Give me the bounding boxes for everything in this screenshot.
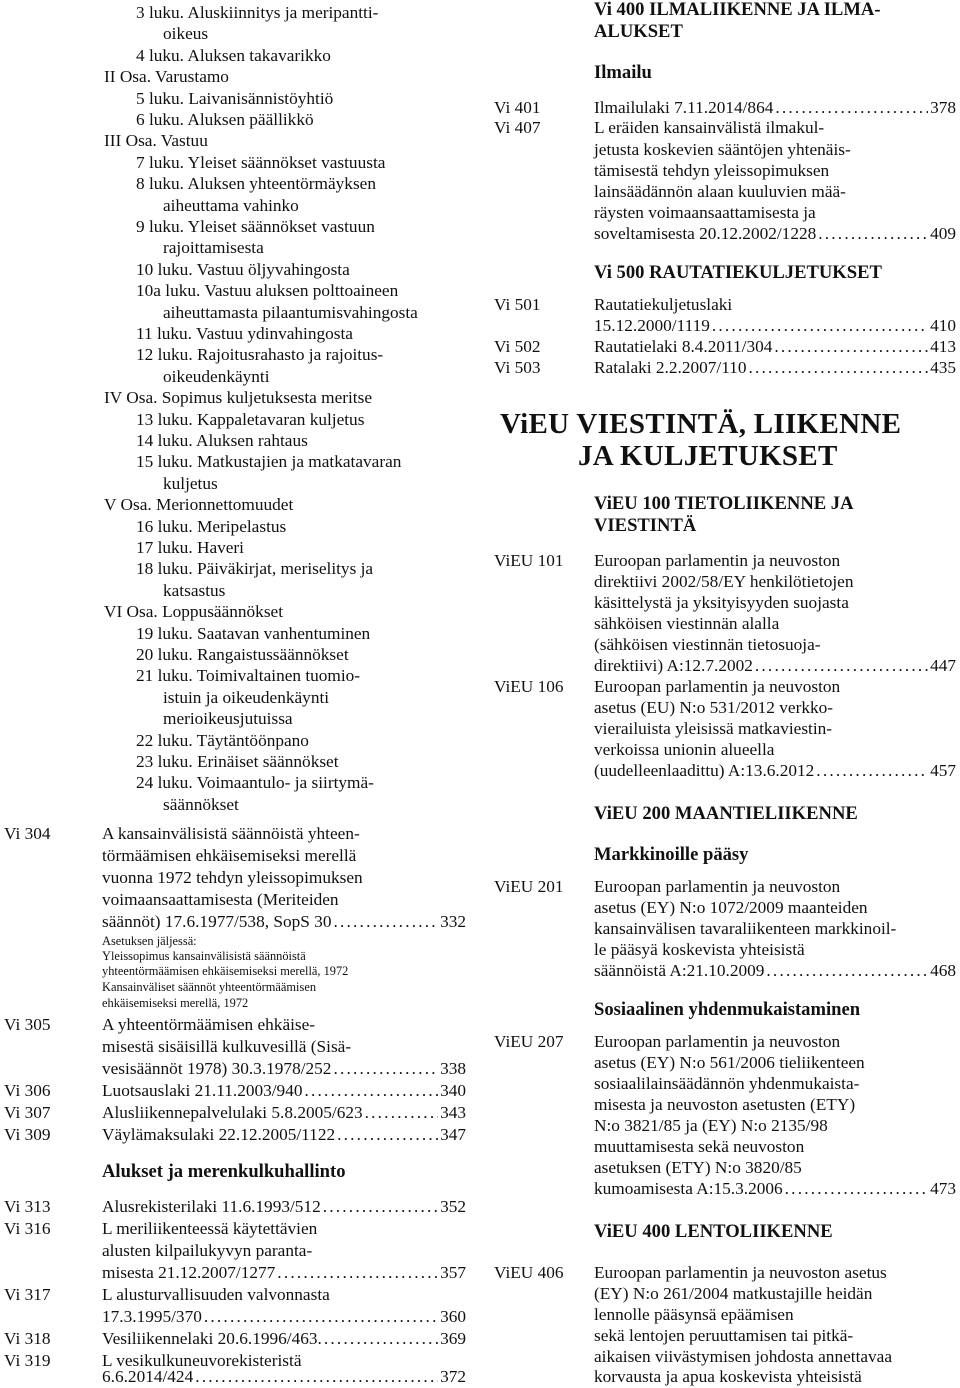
entry-code: Vi 317 — [4, 1285, 51, 1304]
entry-code: Vi 304 — [4, 824, 51, 843]
entry-code: Vi 503 — [494, 358, 541, 377]
entry-page-ref: Luotsauslaki 21.11.2003/940 ..... 340 — [102, 1080, 466, 1102]
outline-line: 7 luku. Yleiset säännökset vastuusta — [136, 152, 386, 172]
entry-code: Vi 306 — [4, 1081, 51, 1100]
section-heading: Vi 500 RAUTATIEKULJETUKSET — [594, 262, 882, 283]
outline-line: 18 luku. Päiväkirjat, meriselitys ja — [136, 559, 374, 579]
outline-line: säännökset — [163, 794, 239, 814]
entry-code: Vi 319 — [4, 1351, 51, 1370]
entry-text-line: vierailuista yleisissä matkaviestin- — [594, 719, 833, 738]
entry-code: ViEU 207 — [494, 1032, 564, 1051]
outline-line: 13 luku. Kappaletavaran kuljetus — [136, 409, 365, 429]
entry-text-line: L alusturvallisuuden valvonnasta — [102, 1285, 330, 1304]
entry-page-ref: Alusliikennepalvelulaki 5.8.2005/623 ..... 343 — [102, 1102, 466, 1124]
outline-line: 17 luku. Haveri — [136, 538, 244, 557]
outline-line: kuljetus — [163, 473, 218, 493]
outline-line: III Osa. Vastuu — [104, 131, 208, 151]
entry-text-line: A yhteentörmäämisen ehkäise- — [102, 1015, 316, 1034]
entry-page-ref: soveltamisesta 20.12.2002/1228 ..... 409 — [594, 223, 956, 245]
entry-page-ref: Väylämaksulaki 22.12.2005/1122 ..... 347 — [102, 1124, 466, 1146]
entry-note: yhteentörmäämisen ehkäisemiseksi merellä, 1972 — [102, 964, 349, 978]
entry-page-ref: Alusrekisterilaki 11.6.1993/512 ..... 352 — [102, 1196, 466, 1218]
entry-text-line: räysten voimaansaattamisesta ja — [594, 203, 816, 222]
entry-text-line: korvausta ja apua koskevista yhteisistä — [594, 1367, 862, 1386]
entry-page-ref: 15.12.2000/1119 ..... 410 — [594, 315, 956, 337]
outline-line: 14 luku. Aluksen rahtaus — [136, 431, 308, 450]
entry-text-line: vuonna 1972 tehdyn yleissopimuksen — [102, 868, 363, 887]
entry-text-line: lainsäädännön alaan kuuluvien mää- — [594, 182, 846, 201]
entry-code: Vi 313 — [4, 1197, 51, 1216]
entry-note: Kansainväliset säännöt yhteentörmäämisen — [102, 980, 317, 994]
entry-text-line: A kansainvälisistä säännöistä yhteen- — [102, 824, 360, 843]
entry-code: Vi 305 — [4, 1015, 51, 1034]
entry-text-line: Euroopan parlamentin ja neuvoston — [594, 677, 841, 696]
entry-text-line: aikaisen viivästymisen johdosta annettavaa — [594, 1347, 893, 1366]
entry-text-line: direktiivi 2002/58/EY henkilötietojen — [594, 572, 854, 591]
entry-page-ref: direktiivi) A:12.7.2002 ..... 447 — [594, 655, 956, 677]
entry-text-line: sosiaalilainsäädännön yhdenmukaista- — [594, 1074, 860, 1093]
entry-text-line: Euroopan parlamentin ja neuvoston — [594, 877, 841, 896]
entry-text-line: alusten kilpailukyvyn paranta- — [102, 1241, 313, 1260]
entry-text-line: jetusta koskevien sääntöjen yhtenäis- — [594, 140, 851, 159]
entry-text-line: voimaansaattamisesta (Meriteiden — [102, 890, 339, 909]
outline-line: istuin ja oikeudenkäynti — [163, 687, 330, 707]
entry-code: Vi 407 — [494, 118, 541, 137]
entry-text-line: L meriliikenteessä käytettävien — [102, 1219, 318, 1238]
entry-text-line: misestä sisäisillä kulkuvesillä (Sisä- — [102, 1037, 352, 1056]
outline-line: II Osa. Varustamo — [104, 67, 229, 87]
entry-page-ref: säännöistä A:21.10.2009 ..... 468 — [594, 960, 956, 982]
outline-line: katsastus — [163, 580, 226, 600]
entry-page-ref: kumoamisesta A:15.3.2006 ..... 473 — [594, 1178, 956, 1200]
entry-code: ViEU 406 — [494, 1263, 564, 1282]
outline-line: 6 luku. Aluksen päällikkö — [136, 110, 314, 129]
subsection-heading: Ilmailu — [594, 62, 652, 83]
outline-line: 5 luku. Laivanisännistöyhtiö — [136, 88, 334, 108]
outline-line: 11 luku. Vastuu ydinvahingosta — [136, 324, 353, 343]
outline-line: 8 luku. Aluksen yhteentörmäyksen — [136, 174, 376, 194]
outline-line: 15 luku. Matkustajien ja matkatavaran — [136, 452, 402, 472]
entry-text-line: Euroopan parlamentin ja neuvoston asetus — [594, 1263, 887, 1282]
outline-line: IV Osa. Sopimus kuljetuksesta meritse — [104, 388, 372, 408]
entry-code: Vi 309 — [4, 1125, 51, 1144]
section-heading: Alukset ja merenkulkuhallinto — [102, 1161, 346, 1182]
outline-line: 23 luku. Erinäiset säännökset — [136, 752, 339, 771]
entry-code: ViEU 101 — [494, 551, 564, 570]
outline-line: 22 luku. Täytäntöönpano — [136, 730, 309, 750]
entry-text-line: misesta ja neuvoston asetusten (ETY) — [594, 1095, 856, 1114]
outline-line: 10 luku. Vastuu öljyvahingosta — [136, 259, 350, 279]
outline-line: 20 luku. Rangaistussäännökset — [136, 645, 349, 664]
entry-code: ViEU 201 — [494, 877, 564, 896]
outline-line: aiheuttama vahinko — [163, 195, 299, 215]
outline-line: 24 luku. Voimaantulo- ja siirtymä- — [136, 773, 374, 793]
entry-page-ref: säännöt) 17.6.1977/538, SopS 30 ..... 332 — [102, 911, 466, 933]
entry-text-line: L eräiden kansainvälistä ilmakul- — [594, 118, 825, 137]
chapter-heading: JA KULJETUKSET — [578, 440, 838, 472]
entry-text-line: Rautatiekuljetuslaki — [594, 295, 733, 314]
outline-line: 12 luku. Rajoitusrahasto ja rajoitus- — [136, 345, 384, 365]
entry-text-line: asetus (EY) N:o 561/2006 tieliikenteen — [594, 1053, 865, 1072]
entry-text-line: L vesikulkuneuvorekisteristä — [102, 1351, 302, 1370]
entry-page-ref: Ratalaki 2.2.2007/110 ..... 435 — [594, 357, 956, 379]
outline-line: 4 luku. Aluksen takavarikko — [136, 45, 331, 65]
entry-text-line: Euroopan parlamentin ja neuvoston — [594, 551, 841, 570]
entry-page-ref: Rautatielaki 8.4.2011/304 ..... 413 — [594, 336, 956, 358]
entry-code: ViEU 106 — [494, 677, 564, 696]
entry-code: Vi 307 — [4, 1103, 51, 1122]
entry-text-line: sekä lentojen peruuttamisen tai pitkä- — [594, 1326, 854, 1345]
section-heading: ViEU 200 MAANTIELIIKENNE — [594, 803, 858, 824]
outline-line: oikeus — [163, 24, 209, 44]
entry-page-ref: Ilmailulaki 7.11.2014/864 ..... 378 — [594, 97, 956, 119]
entry-page-ref: vesisäännöt 1978) 30.3.1978/252 ..... 338 — [102, 1058, 466, 1080]
entry-text-line: asetuksen (ETY) N:o 3820/85 — [594, 1158, 802, 1177]
section-heading: ViEU 100 TIETOLIIKENNE JA — [594, 493, 854, 514]
outline-line: 10a luku. Vastuu aluksen polttoaineen — [136, 281, 399, 301]
outline-line: 9 luku. Yleiset säännökset vastuun — [136, 217, 375, 236]
entry-text-line: N:o 3821/85 ja (EY) N:o 2135/98 — [594, 1116, 828, 1135]
section-heading: ALUKSET — [594, 21, 683, 42]
entry-code: Vi 502 — [494, 337, 541, 356]
section-heading: VIESTINTÄ — [594, 515, 697, 536]
outline-line: 19 luku. Saatavan vanhentuminen — [136, 623, 371, 643]
entry-page-ref: Vesiliikennelaki 20.6.1996/463. ..... 369 — [102, 1328, 466, 1350]
entry-text-line: kansainvälisen tavaraliikenteen markkinoil- — [594, 919, 897, 938]
section-heading: Vi 400 ILMALIIKENNE JA ILMA- — [594, 0, 881, 20]
entry-page-ref: 17.3.1995/370 ..... 360 — [102, 1306, 466, 1328]
outline-line: merioikeusjutuissa — [163, 709, 293, 729]
entry-text-line: (sähköisen viestinnän tietosuoja- — [594, 635, 821, 654]
entry-text-line: (EY) N:o 261/2004 matkustajille heidän — [594, 1284, 873, 1303]
subsection-heading: Sosiaalinen yhdenmukaistaminen — [594, 999, 861, 1020]
outline-line: V Osa. Merionnettomuudet — [104, 495, 294, 515]
entry-code: Vi 401 — [494, 98, 541, 117]
entry-code: Vi 316 — [4, 1219, 51, 1238]
entry-note: Asetuksen jäljessä: — [102, 934, 197, 948]
entry-text-line: muuttamisesta sekä neuvoston — [594, 1137, 805, 1156]
outline-line: aiheuttamasta pilaantumisvahingosta — [163, 302, 418, 322]
entry-text-line: Euroopan parlamentin ja neuvoston — [594, 1032, 841, 1051]
entry-page-ref: misesta 21.12.2007/1277 ..... 357 — [102, 1262, 466, 1284]
entry-text-line: verkoissa unionin alueella — [594, 740, 775, 759]
entry-code: Vi 318 — [4, 1329, 51, 1348]
entry-note: Yleissopimus kansainvälisistä säännöistä — [102, 949, 306, 963]
entry-text-line: törmäämisen ehkäisemiseksi merellä — [102, 846, 357, 865]
entry-text-line: asetus (EU) N:o 531/2012 verkko- — [594, 698, 834, 717]
subsection-heading: Markkinoille pääsy — [594, 844, 749, 865]
entry-text-line: lennolle pääsynsä epäämisen — [594, 1305, 794, 1324]
entry-text-line: le pääsyä koskevista yhteisistä — [594, 940, 805, 959]
entry-page-ref: 6.6.2014/424 ..... 372 — [102, 1366, 466, 1388]
entry-note: ehkäisemiseksi merellä, 1972 — [102, 996, 249, 1010]
entry-text-line: sähköisen viestinnän alalla — [594, 614, 780, 633]
outline-line: 16 luku. Meripelastus — [136, 516, 287, 536]
outline-line: 21 luku. Toimivaltainen tuomio- — [136, 666, 361, 686]
entry-text-line: tämisestä tehdyn yleissopimuksen — [594, 161, 830, 180]
entry-page-ref: (uudelleenlaadittu) A:13.6.2012 ..... 457 — [594, 760, 956, 782]
section-heading: ViEU 400 LENTOLIIKENNE — [594, 1221, 833, 1242]
entry-code: Vi 501 — [494, 295, 541, 314]
chapter-heading: ViEU VIESTINTÄ, LIIKENNE — [500, 408, 902, 440]
outline-line: rajoittamisesta — [163, 238, 264, 258]
outline-line: oikeudenkäynti — [163, 366, 270, 386]
entry-text-line: käsittelystä ja yksityisyyden suojasta — [594, 593, 849, 612]
entry-text-line: asetus (EY) N:o 1072/2009 maanteiden — [594, 898, 868, 917]
outline-line: VI Osa. Loppusäännökset — [104, 602, 284, 622]
outline-line: 3 luku. Aluskiinnitys ja meripantti- — [136, 3, 379, 22]
